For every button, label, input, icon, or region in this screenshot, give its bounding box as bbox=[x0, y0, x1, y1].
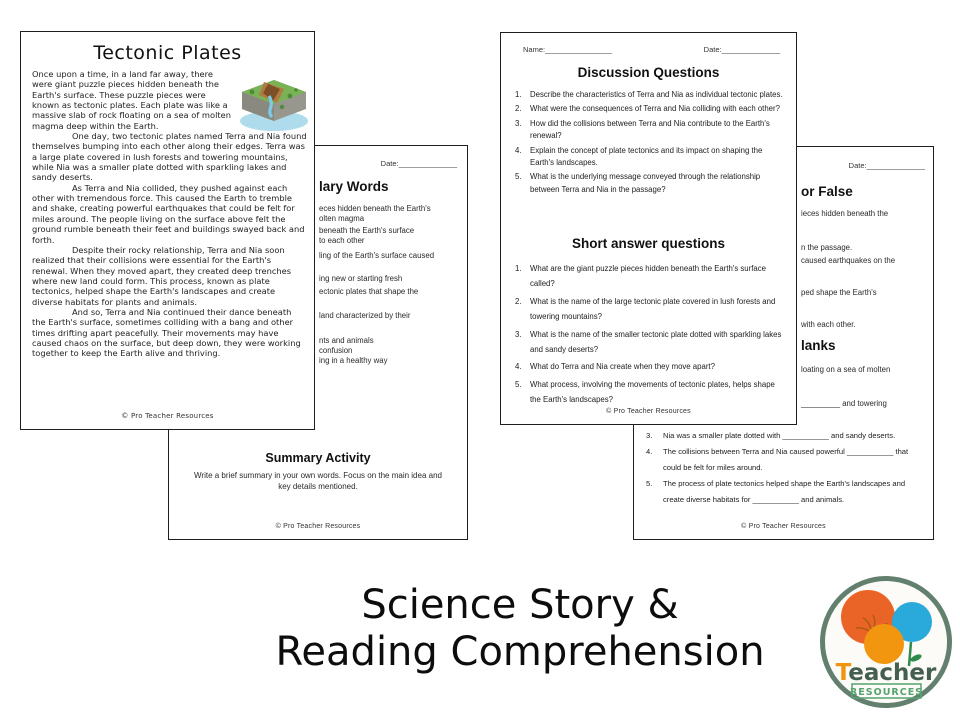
product-title-line1: Science Story & bbox=[361, 582, 679, 628]
item-text: What do Terra and Nia create when they move apart? bbox=[530, 362, 715, 372]
vocab-definition-line: confusion bbox=[319, 346, 353, 355]
discussion-questions-heading: Discussion Questions bbox=[577, 65, 720, 80]
copyright-footer: © Pro Teacher Resources bbox=[121, 412, 214, 420]
item-text: What is the name of the smaller tectonic plate dotted with sparkling lakes and sandy deserts? bbox=[530, 329, 782, 355]
vocab-definition-line: ling of the Earth's surface caused bbox=[319, 251, 435, 260]
item-number: 4. bbox=[515, 362, 522, 372]
fill-blank-line: _________ and towering bbox=[801, 399, 887, 408]
item-number: 4. bbox=[515, 145, 522, 155]
question-item bbox=[515, 359, 784, 374]
copyright-footer: © Pro Teacher Resources bbox=[741, 523, 826, 530]
short-answer-heading: Short answer questions bbox=[571, 236, 726, 251]
logo-resources-label: RESOURCES bbox=[849, 687, 924, 698]
item-text: What is the underlying message conveyed through the relationship between Terra and Nia in the passage? bbox=[530, 172, 761, 194]
question-item bbox=[515, 89, 784, 101]
date-field: Date:______________ bbox=[703, 45, 780, 54]
item-number: 3. bbox=[515, 118, 522, 128]
vocab-definition-line: eces hidden beneath the Earth's bbox=[319, 204, 431, 213]
fill-blank-line: loating on a sea of molten bbox=[801, 365, 891, 374]
item-number: 5. bbox=[646, 479, 653, 488]
fill-blank-item bbox=[646, 428, 925, 444]
item-text: The process of plate tectonics helped shape the Earth's landscapes and create diverse habitats for ___________ and animals. bbox=[663, 479, 906, 504]
question-item bbox=[515, 377, 784, 408]
question-item bbox=[515, 261, 784, 292]
vocab-definition-line: ing new or starting fresh bbox=[319, 274, 403, 283]
question-item bbox=[515, 145, 784, 170]
item-number: 3. bbox=[646, 431, 653, 440]
fill-blank-item bbox=[646, 444, 925, 476]
name-date-row bbox=[523, 45, 780, 54]
summary-activity-section bbox=[169, 451, 467, 492]
fill-in-blanks-heading: lanks bbox=[801, 338, 836, 353]
copyright-footer: © Pro Teacher Resources bbox=[606, 408, 691, 415]
fill-in-blanks-list bbox=[646, 428, 925, 508]
item-number: 1. bbox=[515, 264, 522, 273]
product-title bbox=[140, 582, 900, 676]
truefalse-statement-line: ieces hidden beneath the bbox=[801, 209, 889, 218]
vocab-definition-line: land characterized by their bbox=[319, 311, 411, 320]
name-field: Name:________________ bbox=[523, 45, 612, 54]
story-body bbox=[32, 69, 307, 403]
discussion-questions-list bbox=[515, 89, 784, 198]
short-answer-list bbox=[515, 261, 784, 410]
true-or-false-heading: or False bbox=[801, 184, 853, 199]
story-paragraph: And so, Terra and Nia continued their dance beneath the Earth's surface, sometimes colliding with a bang and other times drifting apart peacefully. Their movements may have caused chaos on the surface, but deep down, they were working together to keep the Earth alive and thriving. bbox=[32, 306, 301, 359]
item-number: 2. bbox=[515, 104, 522, 114]
item-text: What process, involving the movements of tectonic plates, helps shape the Earth's landscapes? bbox=[530, 379, 775, 405]
item-text: Explain the concept of plate tectonics and its impact on shaping the Earth's landscapes. bbox=[530, 145, 763, 168]
product-title-line2: Reading Comprehension bbox=[275, 629, 765, 675]
question-item bbox=[515, 294, 784, 325]
item-text: What are the giant puzzle pieces hidden beneath the Earth's surface called? bbox=[530, 264, 766, 289]
story-title: Tectonic Plates bbox=[93, 42, 242, 64]
amber-tree-icon bbox=[864, 624, 904, 664]
item-number: 3. bbox=[515, 329, 522, 339]
item-number: 4. bbox=[646, 447, 653, 456]
vocab-definition-line: to each other bbox=[319, 236, 365, 245]
story-page bbox=[20, 31, 315, 430]
date-field: Date:______________ bbox=[380, 159, 457, 168]
truefalse-statement-line: ped shape the Earth's bbox=[801, 288, 877, 297]
date-field: Date:______________ bbox=[848, 161, 925, 170]
story-paragraph: Once upon a time, in a land far away, there were giant puzzle pieces hidden beneath the Earth's surface. These puzzle pieces were known as tectonic plates. Each plate was like a massive slab of rock floating on a sea of molten magma deep within the Earth. bbox=[32, 69, 231, 131]
truefalse-statement-line: n the passage. bbox=[801, 243, 853, 252]
question-item bbox=[515, 118, 784, 143]
story-paragraph: One day, two tectonic plates named Terra and Nia found themselves bumping into each other along their edges. Terra was a large plate covered in lush forests and towering mountains, while Nia was a smaller plate dotted with sparkling lakes and sandy deserts. bbox=[32, 131, 307, 183]
vocab-definition-line: olten magma bbox=[319, 214, 365, 223]
discussion-worksheet-page bbox=[500, 32, 797, 425]
story-paragraph: Despite their rocky relationship, Terra and Nia soon realized that their collisions were essential for the Earth's renewal. When they moved apart, they created deep trenches where new land could form. This process, known as plate tectonics, helped shape the Earth's landscapes and create diverse habitats for plants and animals. bbox=[32, 244, 292, 307]
item-text: What is the name of the large tectonic plate covered in lush forests and towering mountains? bbox=[530, 296, 776, 322]
item-text: The collisions between Terra and Nia caused powerful ___________ that could be felt for miles around. bbox=[663, 447, 909, 472]
fill-blank-item bbox=[646, 476, 925, 508]
item-text: What were the consequences of Terra and Nia colliding with each other? bbox=[530, 104, 780, 114]
item-number: 2. bbox=[515, 296, 522, 306]
summary-activity-heading: Summary Activity bbox=[265, 451, 371, 465]
vocab-definition-line: beneath the Earth's surface bbox=[319, 226, 415, 235]
question-item bbox=[515, 171, 784, 196]
vocab-definition-line: ectonic plates that shape the bbox=[319, 287, 419, 296]
story-paragraph: As Terra and Nia collided, they pushed against each other with tremendous force. This caused the Earth to tremble and shake, creating powerful earthquakes that could be felt for miles around. The people living on the surface above felt the ground rumble beneath their feet and buildings swayed back and forth. bbox=[32, 182, 305, 245]
item-text: How did the collisions between Terra and Nia contribute to the Earth's renewal? bbox=[530, 118, 770, 141]
summary-activity-instructions: Write a brief summary in your own words. Focus on the main idea and key details mentioned. bbox=[194, 471, 442, 491]
item-text: Nia was a smaller plate dotted with ___________ and sandy deserts. bbox=[663, 431, 896, 440]
item-number: 1. bbox=[515, 90, 522, 99]
truefalse-statement-line: caused earthquakes on the bbox=[801, 256, 896, 265]
vocab-definition-line: ing in a healthy way bbox=[319, 356, 388, 365]
item-number: 5. bbox=[515, 172, 522, 182]
item-text: Describe the characteristics of Terra and Nia as individual tectonic plates. bbox=[530, 90, 783, 99]
vocab-definition-line: nts and animals bbox=[319, 336, 374, 345]
copyright-footer: © Pro Teacher Resources bbox=[275, 523, 361, 530]
teacher-resources-logo bbox=[820, 576, 952, 708]
vocabulary-words-heading: lary Words bbox=[319, 179, 389, 194]
logo-wordmark: Teacher bbox=[835, 660, 937, 686]
logo-artwork bbox=[825, 581, 947, 703]
item-number: 5. bbox=[515, 379, 522, 389]
question-item bbox=[515, 327, 784, 358]
question-item bbox=[515, 103, 784, 115]
truefalse-statement-line: with each other. bbox=[801, 320, 856, 329]
